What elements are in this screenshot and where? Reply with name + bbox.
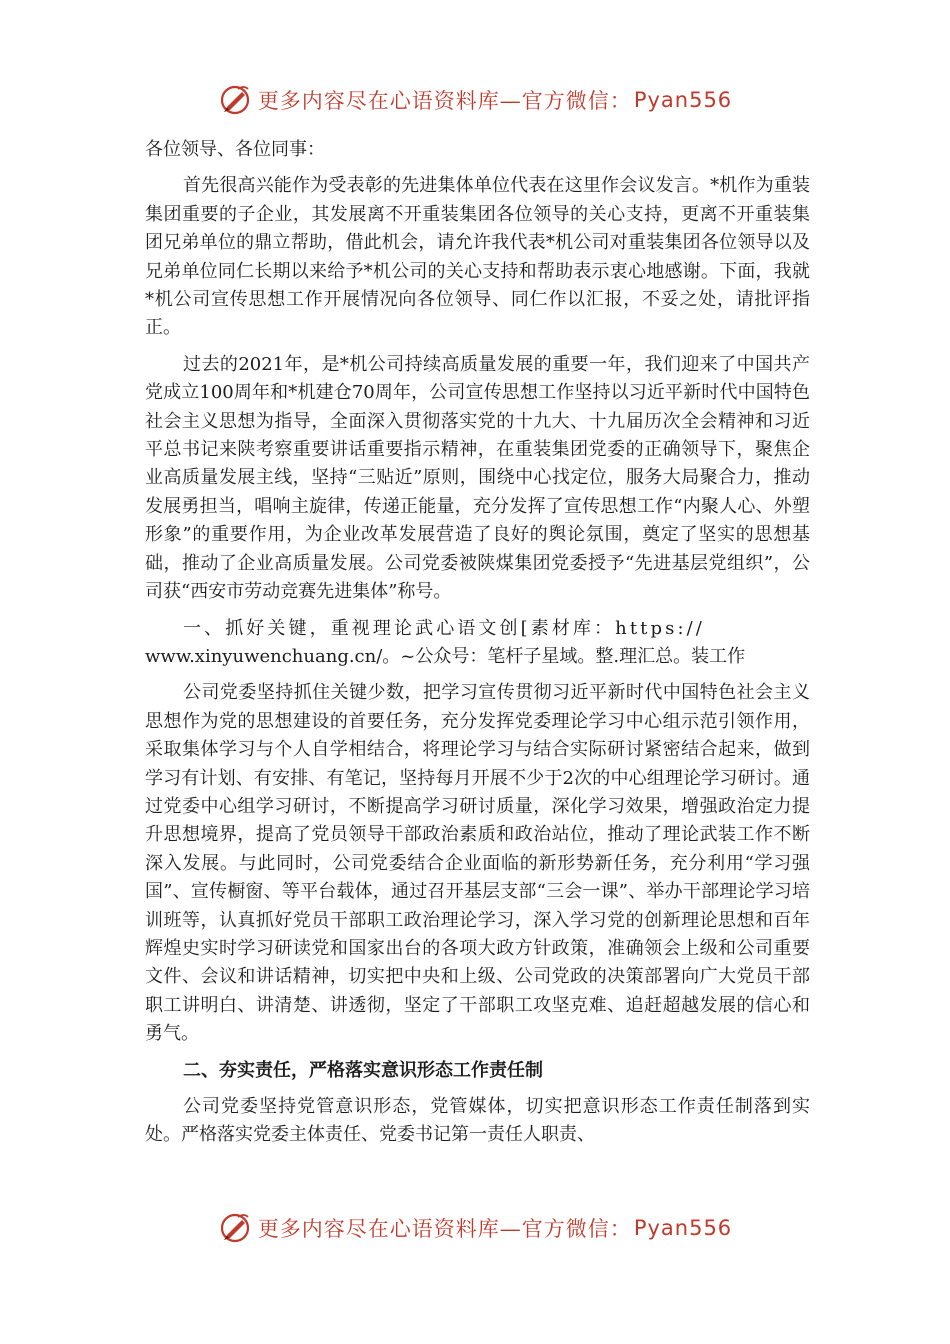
document-body <box>145 136 810 1158</box>
section2-paragraph: 公司党委坚持党管意识形态，党管媒体，切实把意识形态工作责任制落到实处。严格落实党委主体责任、党委书记第一责任人职责、 <box>145 1096 810 1146</box>
opening-paragraph: 首先很高兴能作为受表彰的先进集体单位代表在这里作会议发言。*机作为重装集团重要的子企业，其发展离不开重装集团各位领导的关心支持，更离不开重装集团兄弟单位的鼎立帮助，借此机会，请允许我代表*机公司对重装集团各位领导以及兄弟单位同仁长期以来给予*机公司的关心支持和帮助表示衷心地感谢。下面，我就*机公司宣传思想工作开展情况向各位领导、同仁作以汇报，不妥之处，请批评指正。 <box>145 175 810 339</box>
section1-paragraph: 公司党委坚持抓住关键少数，把学习宣传贯彻习近平新时代中国特色社会主义思想作为党的思想建设的首要任务，充分发挥党委理论学习中心组示范引领作用，采取集体学习与个人自学相结合，将理论学习与结合实际研讨紧密结合起来，做到学习有计划、有安排、有笔记，坚持每月开展不少于2次的中心组理论学习研讨。通过党委中心组学习研讨，不断提高学习研讨质量，深化学习效果，增强政治定力提升思想境界，提高了党员领导干部政治素质和政治站位，推动了理论武装工作不断深入发展。与此同时，公司党委结合企业面临的新形势新任务，充分利用“学习强国”、宣传橱窗、等平台载体，通过召开基层支部“三会一课”、举办干部理论学习培训班等，认真抓好党员干部职工政治理论学习，深入学习党的创新理论思想和百年辉煌史实时学习研读党和国家出台的各项大政方针政策，准确领会上级和公司重要文件、会议和讲话精神，切实把中央和上级、公司党政的决策部署向广大党员干部职工讲明白、讲清楚、讲透彻，坚定了干部职工攻坚克难、追赶超越发展的信心和勇气。 <box>145 682 810 1045</box>
banner-tagline: 更多内容尽在心语资料库—官方微信： <box>257 1217 632 1241</box>
footer-banner <box>0 1208 950 1248</box>
banner-wechat-id: Pyan556 <box>633 88 733 112</box>
review-paragraph: 过去的2021年，是*机公司持续高质量发展的重要一年，我们迎来了中国共产党成立100周年和*机建仓70周年，公司宣传思想工作坚持以习近平新时代中国特色社会主义思想为指导，全面深入贯彻落实党的十九大、十九届历次全会精神和习近平总书记来陕考察重要讲话重要指示精神，在重装集团党委的正确领导下，聚焦企业高质量发展主线，坚持“三贴近”原则，围绕中心找定位，服务大局聚合力，推动发展勇担当，唱响主旋律，传递正能量，充分发挥了宣传思想工作“内聚人心、外塑形象”的重要作用，为企业改革发展营造了良好的舆论氛围，奠定了坚实的思想基础，推动了企业高质量发展。公司党委被陕煤集团党委授予“先进基层党组织”，公司获“西安市劳动竞赛先进集体”称号。 <box>145 353 810 603</box>
pen-circle-logo-icon <box>218 1211 252 1245</box>
banner-wechat-id: Pyan556 <box>633 1216 733 1240</box>
salutation: 各位领导、各位同事： <box>145 139 325 160</box>
pen-circle-logo-icon <box>218 83 252 117</box>
section2-heading: 二、夯实责任，严格落实意识形态工作责任制 <box>183 1059 543 1081</box>
section1-heading-line2: www.xinyuwenchuang.cn/。~公众号：笔杆子星域。整.理汇总。装工作 <box>145 645 746 667</box>
banner-tagline: 更多内容尽在心语资料库—官方微信： <box>257 89 632 113</box>
header-banner <box>0 80 950 120</box>
section1-heading-line1: 一、抓好关键，重视理论武心语文创[素材库：https:// <box>183 617 705 639</box>
